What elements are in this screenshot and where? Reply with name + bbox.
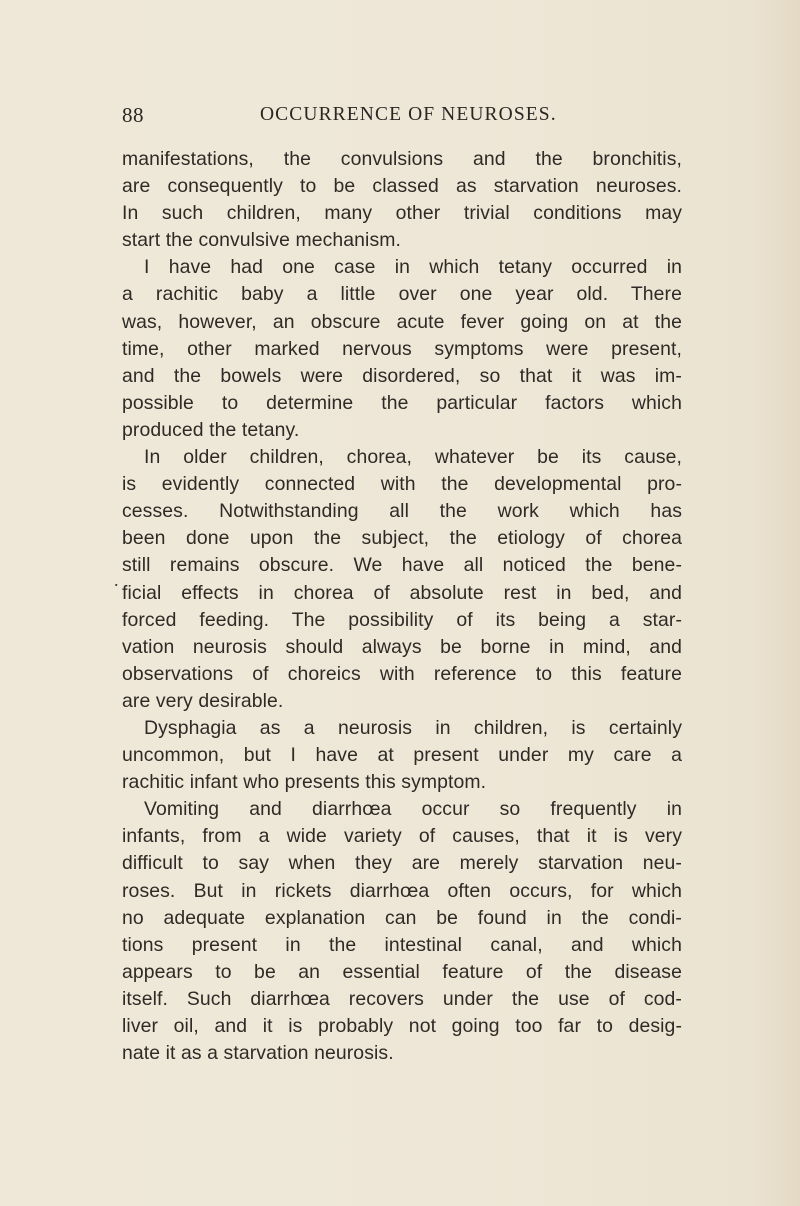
text-line: appears to be an essential feature of the disease bbox=[122, 960, 682, 983]
paragraph bbox=[122, 715, 682, 796]
paragraph bbox=[122, 146, 682, 254]
text-line: cesses. Notwithstanding all the work which has bbox=[122, 500, 682, 523]
text-line: In such children, many other trivial conditions may bbox=[122, 202, 682, 225]
text-line: forced feeding. The possibility of its being a star- bbox=[122, 608, 682, 631]
text-line: start the convulsive mechanism. bbox=[122, 229, 401, 252]
running-head: OCCURRENCE OF NEUROSES. bbox=[260, 104, 557, 125]
text-line: difficult to say when they are merely starvation neu- bbox=[122, 852, 682, 875]
body-text bbox=[122, 146, 682, 1067]
paragraph bbox=[122, 444, 682, 715]
margin-mark: . bbox=[114, 570, 119, 590]
paragraph bbox=[122, 254, 682, 444]
text-line: liver oil, and it is probably not going too far to desig- bbox=[122, 1015, 682, 1037]
text-line: been done upon the subject, the etiology of chorea bbox=[122, 527, 682, 550]
text-line: itself. Such diarrhœa recovers under the use of cod- bbox=[122, 987, 682, 1010]
text-line: produced the tetany. bbox=[122, 418, 300, 441]
text-line: possible to determine the particular factors which bbox=[122, 391, 682, 414]
text-line: roses. But in rickets diarrhœa often occurs, for which bbox=[122, 879, 682, 902]
text-line: ficial effects in chorea of absolute rest in bed, and bbox=[122, 581, 682, 604]
text-line: was, however, an obscure acute fever going on at the bbox=[122, 310, 682, 333]
page-number: 88 bbox=[122, 103, 144, 127]
text-line: tions present in the intestinal canal, and which bbox=[122, 933, 682, 956]
text-line: observations of choreics with reference to this feature bbox=[122, 662, 682, 685]
text-line: infants, from a wide variety of causes, that it is very bbox=[122, 825, 682, 848]
text-line: Vomiting and diarrhœa occur so frequently in bbox=[144, 798, 682, 821]
text-line: a rachitic baby a little over one year old. There bbox=[122, 283, 682, 306]
text-line: In older children, chorea, whatever be its cause, bbox=[144, 446, 682, 469]
text-line: time, other marked nervous symptoms were present, bbox=[122, 337, 682, 360]
text-line: are very desirable. bbox=[122, 689, 284, 712]
text-line: vation neurosis should always be borne in mind, and bbox=[122, 635, 682, 658]
text-line: are consequently to be classed as starvation neuroses. bbox=[122, 175, 682, 198]
text-line: rachitic infant who presents this symptom. bbox=[122, 771, 487, 794]
text-line: manifestations, the convulsions and the bronchitis, bbox=[122, 148, 682, 170]
text-line: and the bowels were disordered, so that it was im- bbox=[122, 364, 682, 387]
text-line: Dysphagia as a neurosis in children, is certainly bbox=[144, 716, 682, 739]
text-line: still remains obscure. We have all noticed the bene- bbox=[122, 554, 682, 577]
text-line: I have had one case in which tetany occurred in bbox=[144, 256, 682, 279]
text-line: is evidently connected with the developmental pro- bbox=[122, 473, 682, 496]
text-line: nate it as a starvation neurosis. bbox=[122, 1042, 394, 1065]
text-line: no adequate explanation can be found in the condi- bbox=[122, 906, 682, 929]
text-line: uncommon, but I have at present under my care a bbox=[122, 744, 682, 767]
page-header bbox=[122, 103, 682, 133]
paragraph bbox=[122, 796, 682, 1067]
